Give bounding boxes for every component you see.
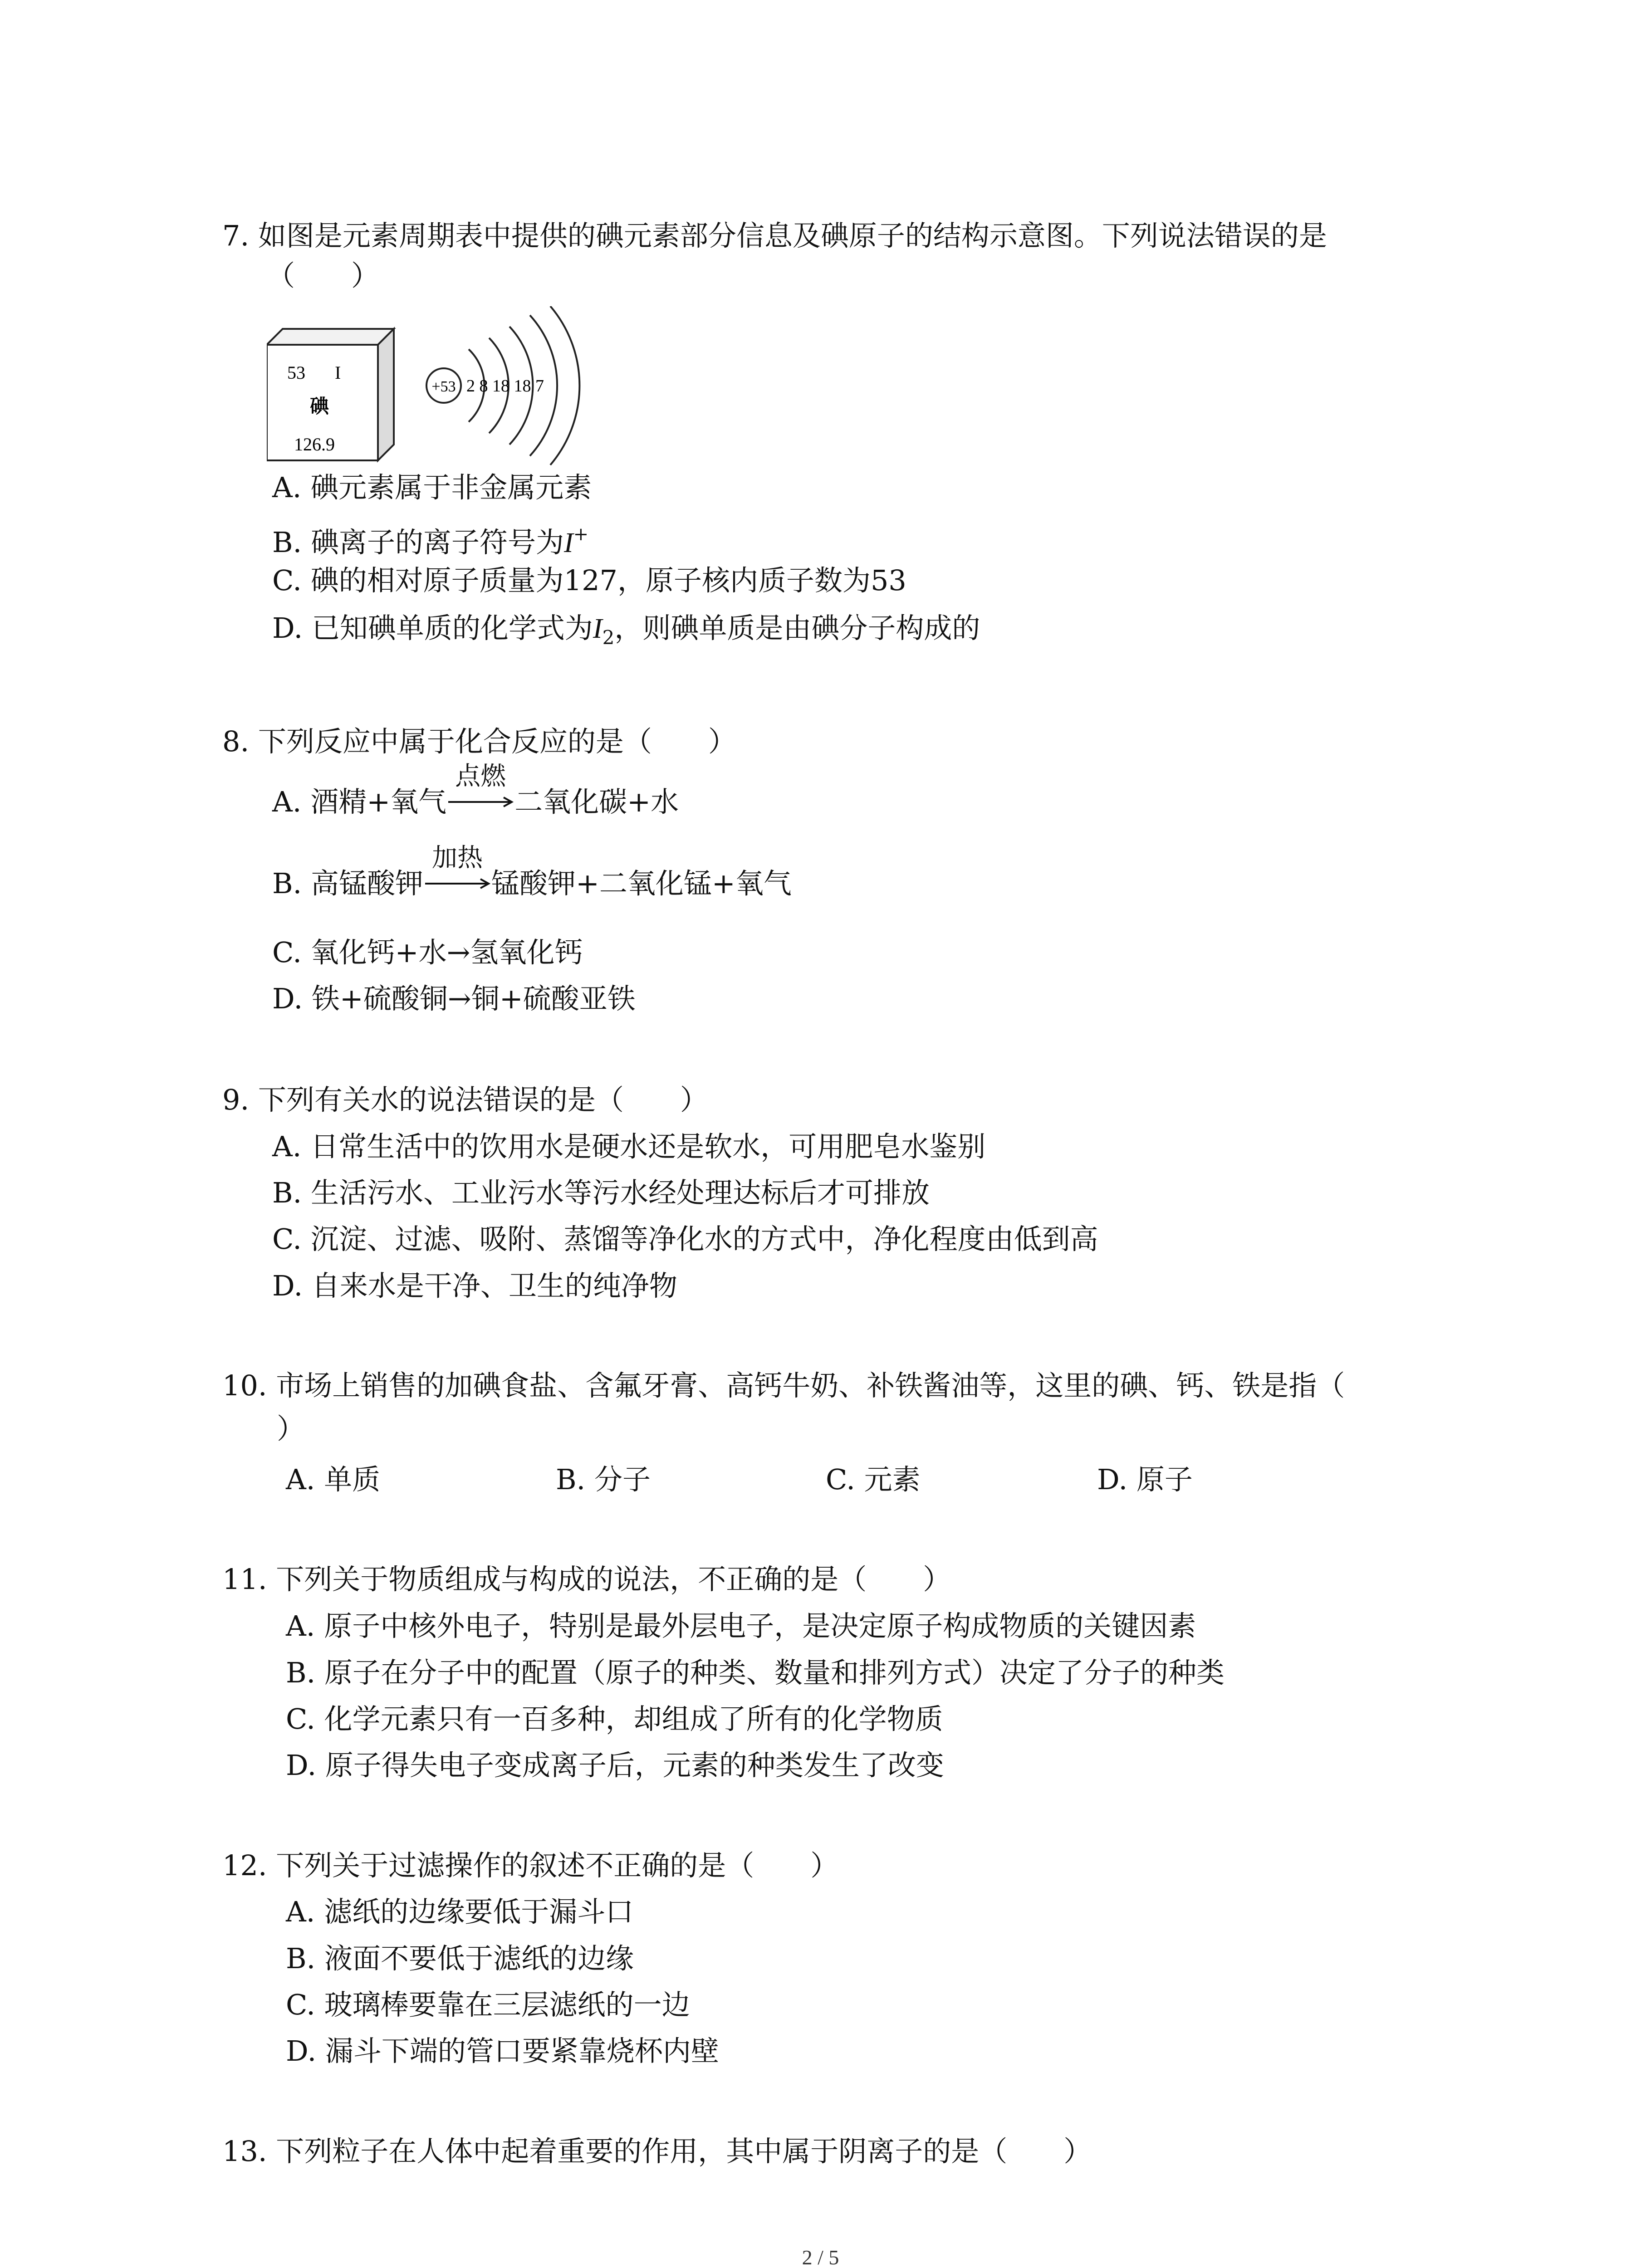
nucleus-charge: +53 <box>431 378 456 395</box>
q10-stem-close: ） <box>277 1412 305 1445</box>
electron-shells: 2 8 18 18 7 <box>466 376 544 396</box>
q11-option-a: A. 原子中核外电子，特别是最外层电子，是决定原子构成物质的关键因素 <box>286 1609 1196 1642</box>
q11-option-b: B. 原子在分子中的配置（原子的种类、数量和排列方式）决定了分子的种类 <box>286 1656 1225 1689</box>
q8-option-c: C. 氧化钙+水→氢氧化钙 <box>272 936 583 969</box>
q9-option-c: C. 沉淀、过滤、吸附、蒸馏等净化水的方式中，净化程度由低到高 <box>272 1222 1098 1256</box>
q10-option-c: C. 元素 <box>826 1463 921 1496</box>
q9-option-a: A. 日常生活中的饮用水是硬水还是软水，可用肥皂水鉴别 <box>272 1130 986 1163</box>
q11-option-c: C. 化学元素只有一百多种，却组成了所有的化学物质 <box>286 1702 943 1735</box>
q8-option-a: A. 酒精+氧气 点燃 二氧化碳+水 <box>272 784 679 820</box>
iodine-element-card-and-atom-diagram <box>267 306 584 469</box>
q11-stem: 11. 下列关于物质组成与构成的说法，不正确的是（ ） <box>222 1563 951 1596</box>
element-symbol: I <box>335 362 341 383</box>
q7-option-c: C. 碘的相对原子质量为127，原子核内质子数为53 <box>272 564 906 597</box>
q8-stem: 8. 下列反应中属于化合反应的是（ ） <box>222 725 736 758</box>
q12-option-b: B. 液面不要低于滤纸的边缘 <box>286 1942 634 1975</box>
q10-option-a: A. 单质 <box>286 1463 381 1496</box>
q9-option-b: B. 生活污水、工业污水等污水经处理达标后才可排放 <box>272 1176 930 1209</box>
q10-option-d: D. 原子 <box>1097 1463 1193 1496</box>
element-name: 碘 <box>310 395 329 417</box>
page-number: 2 / 5 <box>802 2246 839 2268</box>
q12-stem: 12. 下列关于过滤操作的叙述不正确的是（ ） <box>222 1849 839 1882</box>
q12-option-d: D. 漏斗下端的管口要紧靠烧杯内壁 <box>286 2034 719 2068</box>
q13-stem: 13. 下列粒子在人体中起着重要的作用，其中属于阴离子的是（ ） <box>222 2135 1092 2168</box>
q7-option-d: D. 已知碘单质的化学式为$I_2$，则碘单质是由碘分子构成的 <box>272 611 980 649</box>
iodine-figure <box>267 306 584 471</box>
q9-option-d: D. 自来水是干净、卫生的纯净物 <box>272 1269 677 1302</box>
q7-option-a: A. 碘元素属于非金属元素 <box>272 471 592 504</box>
reaction-arrow: 加热 <box>423 865 491 902</box>
element-mass: 126.9 <box>294 434 335 455</box>
q7-option-b: B. 碘离子的离子符号为I+ <box>272 524 589 559</box>
element-number: 53 <box>287 362 305 383</box>
q7-stem: 7. 如图是元素周期表中提供的碘元素部分信息及碘原子的结构示意图。下列说法错误的是 <box>222 219 1327 252</box>
q10-stem: 10. 市场上销售的加碘食盐、含氟牙膏、高钙牛奶、补铁酱油等，这里的碘、钙、铁是指（ <box>222 1369 1345 1402</box>
q11-option-d: D. 原子得失电子变成离子后，元素的种类发生了改变 <box>286 1749 944 1782</box>
q8-option-d: D. 铁+硫酸铜→铜+硫酸亚铁 <box>272 982 636 1015</box>
q9-stem: 9. 下列有关水的说法错误的是（ ） <box>222 1083 708 1116</box>
q12-option-a: A. 滤纸的边缘要低于漏斗口 <box>286 1895 634 1928</box>
q10-option-b: B. 分子 <box>556 1463 651 1496</box>
q7-answer-blank: （ ） <box>267 259 380 292</box>
reaction-arrow: 点燃 <box>446 784 514 820</box>
q8-option-b: B. 高锰酸钾 加热 锰酸钾+二氧化锰+氧气 <box>272 865 792 902</box>
q12-option-c: C. 玻璃棒要靠在三层滤纸的一边 <box>286 1988 690 2021</box>
